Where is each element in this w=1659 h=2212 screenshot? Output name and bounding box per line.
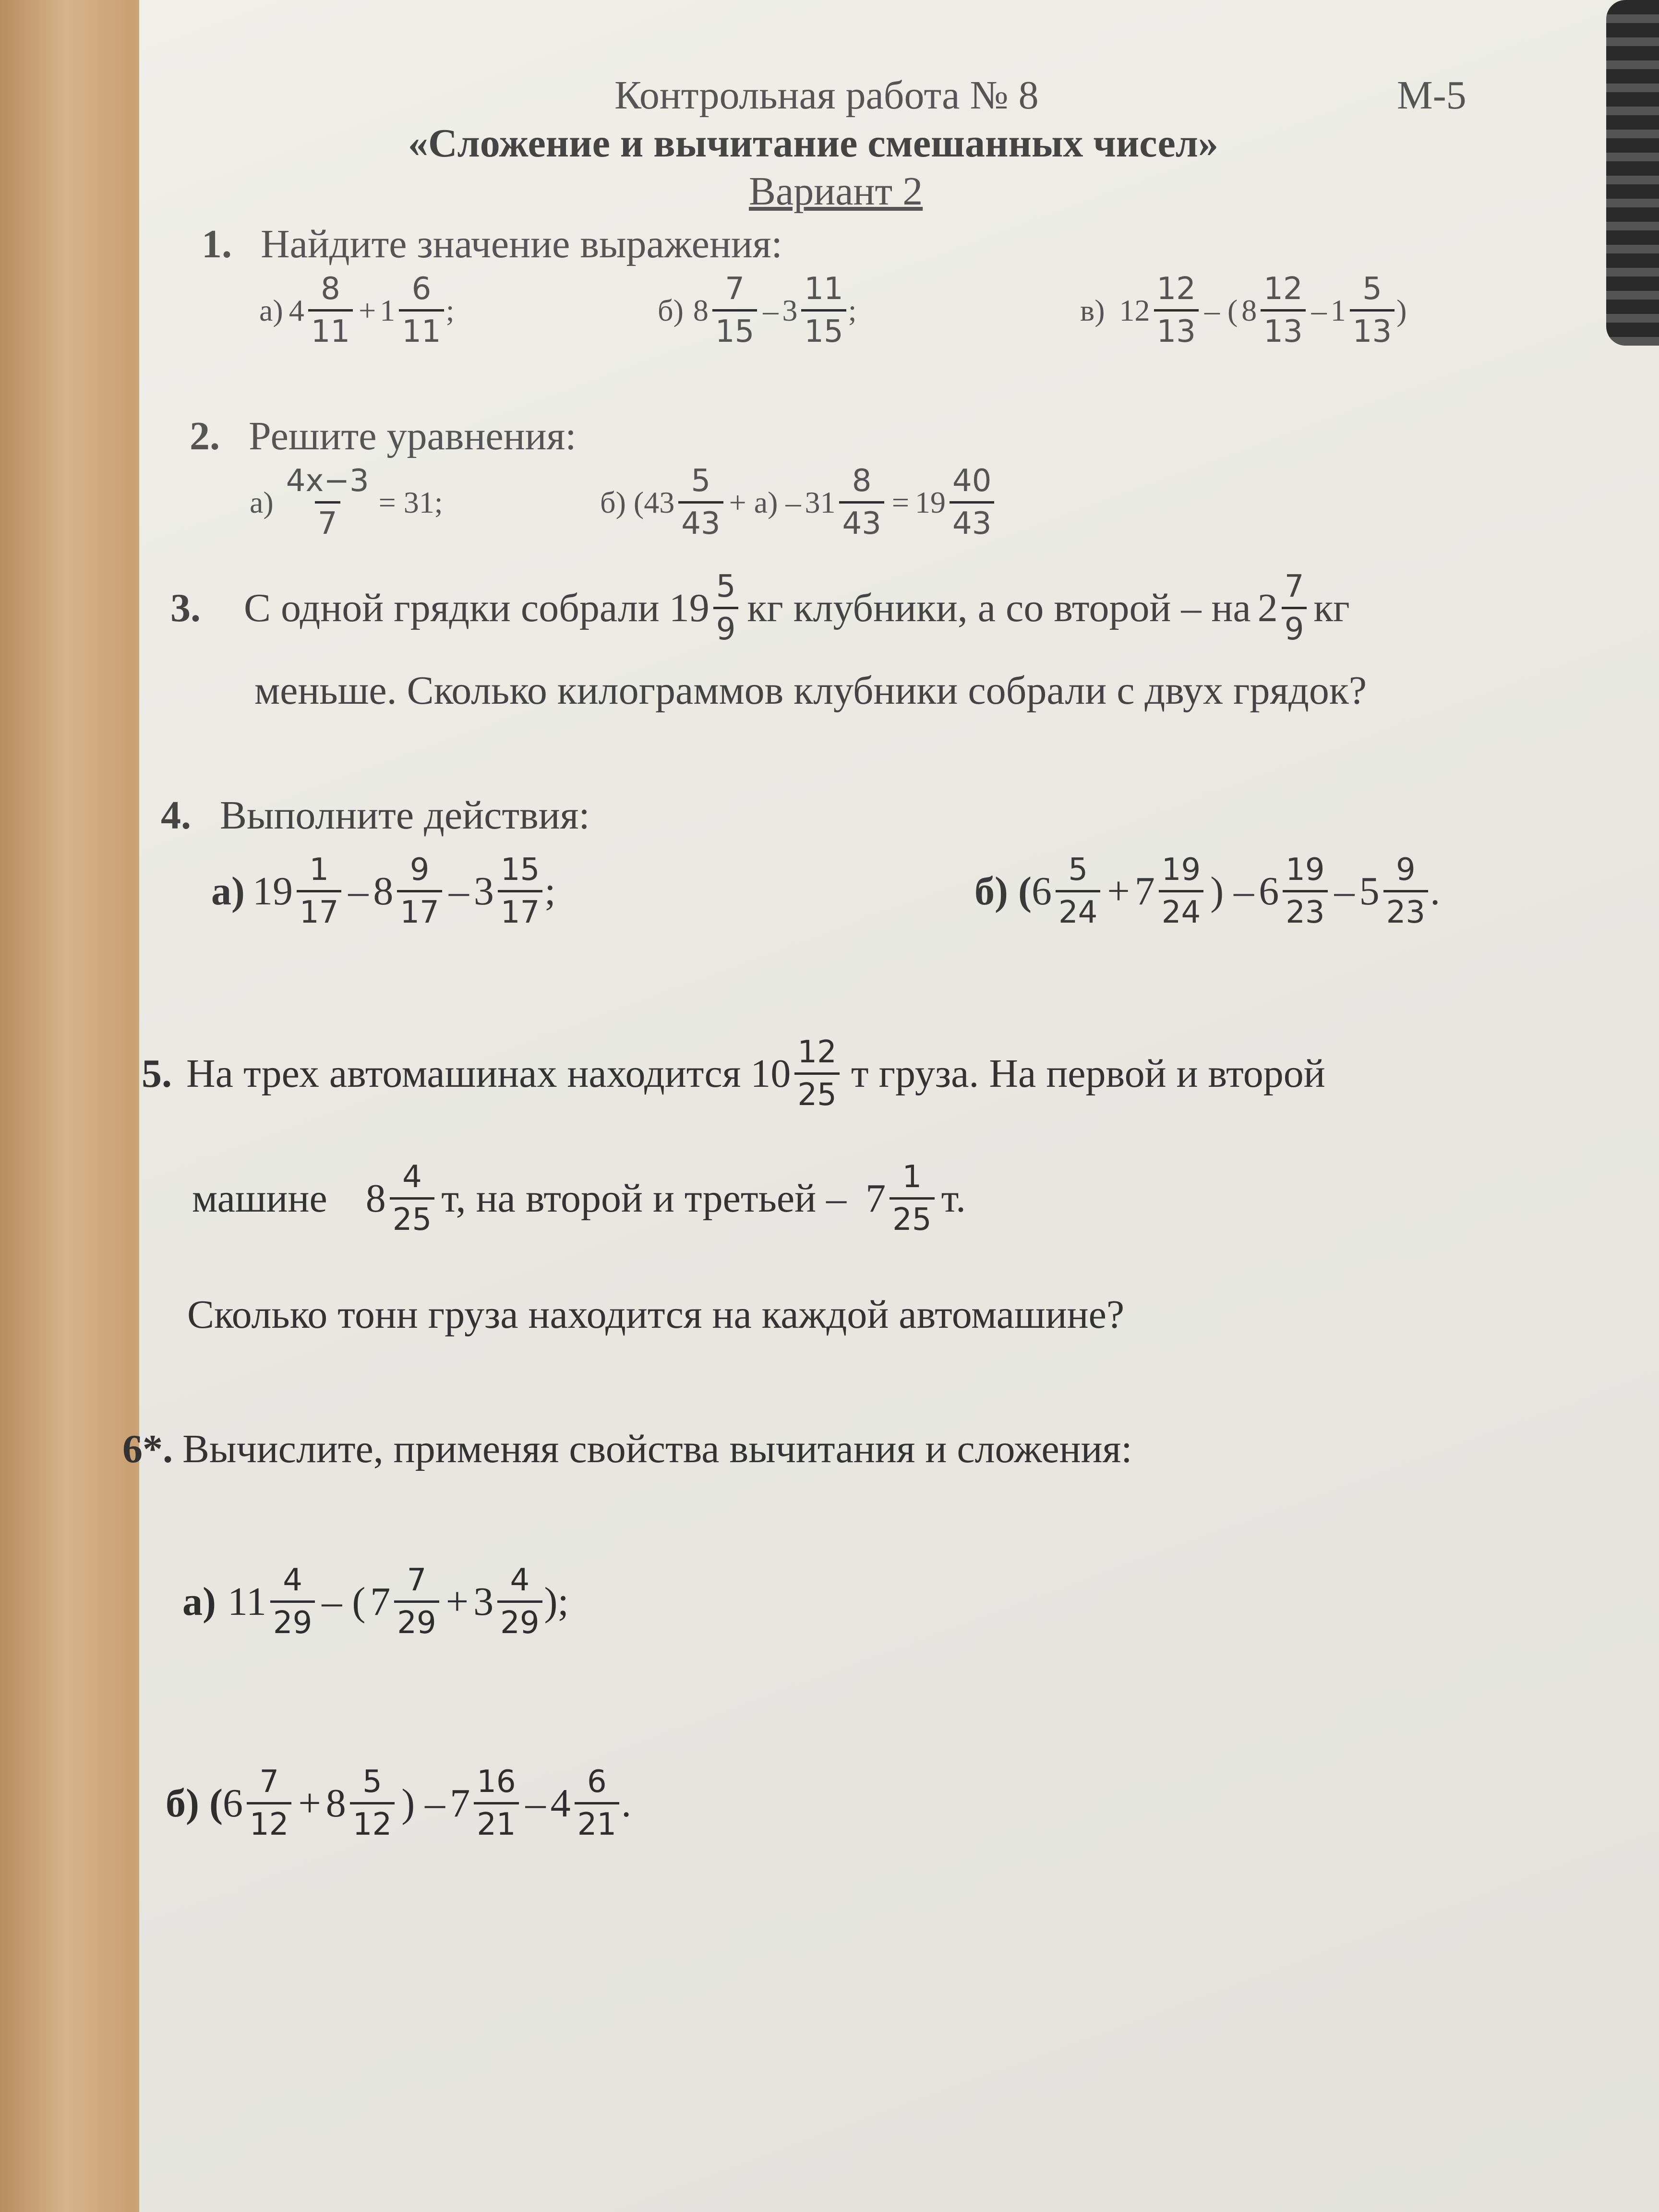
denominator: 25 bbox=[390, 1197, 434, 1235]
whole: 5 bbox=[1359, 869, 1380, 914]
numerator: 7 bbox=[725, 271, 745, 307]
task-text: Решите уравнения: bbox=[249, 414, 577, 458]
variant-label: Вариант 2 bbox=[749, 169, 923, 214]
denominator: 9 bbox=[1282, 607, 1307, 645]
fraction bbox=[713, 571, 739, 645]
fraction bbox=[474, 1764, 518, 1842]
punctuation: . bbox=[621, 1781, 632, 1826]
unit-label: т. bbox=[941, 1176, 966, 1221]
whole: 6 bbox=[1259, 869, 1279, 914]
fraction bbox=[1283, 854, 1327, 928]
fraction bbox=[950, 463, 994, 541]
denominator: 43 bbox=[678, 501, 723, 539]
task-3-line-1 bbox=[170, 571, 1350, 645]
task-text: Найдите значение выражения: bbox=[261, 222, 782, 266]
operator: – bbox=[1311, 293, 1327, 327]
numerator: 7 bbox=[1284, 569, 1304, 604]
task-number: 6*. bbox=[122, 1427, 173, 1471]
fraction bbox=[394, 1563, 439, 1641]
item-label: б) ( bbox=[166, 1781, 223, 1826]
denominator: 23 bbox=[1383, 890, 1428, 928]
numerator: 8 bbox=[852, 463, 872, 499]
whole: 6 bbox=[222, 1781, 243, 1826]
denominator: 15 bbox=[712, 309, 757, 347]
fraction bbox=[801, 271, 846, 349]
task-text: Вычислите, применяя свойства вычитания и сложения: bbox=[182, 1427, 1132, 1471]
numerator: 8 bbox=[321, 271, 340, 307]
denominator: 13 bbox=[1261, 309, 1305, 347]
task-5-line-2 bbox=[192, 1159, 966, 1238]
numerator: 40 bbox=[952, 463, 992, 499]
task-number: 1. bbox=[202, 222, 232, 266]
worksheet-subtitle: «Сложение и вычитание смешанных чисел» bbox=[408, 121, 1218, 166]
equation-rest: = 31; bbox=[378, 485, 443, 519]
whole: 12 bbox=[1119, 293, 1150, 327]
numerator: 5 bbox=[1068, 852, 1088, 888]
numerator: 15 bbox=[500, 852, 540, 888]
operator: + bbox=[1107, 869, 1130, 914]
task-text: С одной грядки собрали bbox=[244, 586, 660, 630]
item-label: б) bbox=[658, 293, 684, 327]
task-5-line-1 bbox=[142, 1034, 1325, 1113]
denominator: 43 bbox=[839, 501, 884, 539]
denominator: 29 bbox=[394, 1600, 439, 1638]
operator: + bbox=[359, 293, 376, 327]
numerator: 12 bbox=[797, 1034, 837, 1070]
punctuation: ; bbox=[445, 293, 455, 327]
denominator: 29 bbox=[497, 1600, 542, 1638]
numerator: 12 bbox=[1263, 271, 1303, 307]
denominator: 11 bbox=[399, 309, 444, 347]
numerator: 4 bbox=[283, 1563, 302, 1598]
fraction bbox=[1350, 271, 1395, 349]
whole: 8 bbox=[1241, 293, 1257, 327]
whole: 7 bbox=[370, 1579, 391, 1624]
task-4b bbox=[974, 854, 1440, 928]
numerator: 16 bbox=[477, 1764, 516, 1800]
operator: = bbox=[891, 485, 909, 519]
numerator: 12 bbox=[1156, 271, 1196, 307]
numerator: 5 bbox=[362, 1764, 382, 1800]
denominator: 29 bbox=[270, 1600, 315, 1638]
whole: 8 bbox=[365, 1176, 386, 1221]
whole: 8 bbox=[325, 1781, 346, 1826]
fraction bbox=[397, 854, 442, 928]
denominator: 13 bbox=[1154, 309, 1199, 347]
item-label: а) bbox=[250, 485, 274, 519]
fraction bbox=[283, 463, 372, 541]
punctuation: ; bbox=[544, 869, 556, 914]
denominator: 11 bbox=[308, 309, 353, 347]
denominator: 25 bbox=[794, 1072, 839, 1110]
fraction bbox=[1261, 271, 1305, 349]
whole: 11 bbox=[227, 1579, 266, 1624]
task-6b bbox=[166, 1764, 632, 1842]
task-text: т груза. На первой и второй bbox=[851, 1051, 1325, 1096]
fraction bbox=[575, 1764, 619, 1842]
fraction bbox=[794, 1034, 839, 1113]
task-1-heading bbox=[202, 221, 782, 267]
fraction bbox=[399, 271, 444, 349]
denominator: 21 bbox=[575, 1802, 619, 1840]
operator: – ( bbox=[1204, 293, 1238, 327]
fraction bbox=[1159, 854, 1203, 928]
denominator: 9 bbox=[713, 607, 739, 645]
whole: 1 bbox=[380, 293, 396, 327]
whole: 19 bbox=[252, 869, 293, 914]
fraction bbox=[497, 1563, 542, 1641]
punctuation: ) bbox=[1396, 293, 1407, 327]
numerator: 5 bbox=[716, 569, 736, 604]
task-5-line-3: Сколько тонн груза находится на каждой автомашине? bbox=[187, 1292, 1125, 1337]
denominator: 17 bbox=[297, 890, 341, 928]
fraction bbox=[350, 1764, 395, 1842]
fraction bbox=[678, 463, 723, 541]
denominator: 13 bbox=[1350, 309, 1395, 347]
whole: 3 bbox=[473, 1579, 494, 1624]
task-3-line-2: меньше. Сколько килограммов клубники собрали с двух грядок? bbox=[254, 668, 1367, 713]
operator: – bbox=[763, 293, 779, 327]
numerator: 9 bbox=[409, 852, 430, 888]
task-2a bbox=[250, 463, 443, 541]
whole: 8 bbox=[373, 869, 394, 914]
whole: 19 bbox=[669, 586, 709, 630]
numerator: 7 bbox=[407, 1563, 427, 1598]
task-1c bbox=[1080, 271, 1407, 349]
whole: 7 bbox=[1134, 869, 1155, 914]
notebook-spiral bbox=[1606, 0, 1659, 346]
task-4a bbox=[211, 854, 556, 928]
denominator: 43 bbox=[950, 501, 994, 539]
numerator: 4x−3 bbox=[286, 463, 369, 499]
denominator: 7 bbox=[315, 501, 340, 539]
operator: – bbox=[448, 869, 469, 914]
whole: 10 bbox=[750, 1051, 791, 1096]
numerator: 6 bbox=[587, 1764, 607, 1800]
task-1b bbox=[658, 271, 857, 349]
denominator: 17 bbox=[397, 890, 442, 928]
operator: – bbox=[1334, 869, 1355, 914]
item-label: б) ( bbox=[600, 485, 644, 519]
operator: + a) – bbox=[729, 485, 801, 519]
numerator: 19 bbox=[1286, 852, 1325, 888]
operator: ) – bbox=[1210, 869, 1254, 914]
unit-label: кг bbox=[1313, 586, 1350, 630]
numerator: 11 bbox=[804, 271, 843, 307]
worksheet-title: Контрольная работа № 8 bbox=[614, 73, 1039, 118]
operator: ) – bbox=[401, 1781, 445, 1826]
item-label: а) bbox=[182, 1579, 216, 1624]
fraction bbox=[839, 463, 884, 541]
operator: + bbox=[445, 1579, 469, 1624]
operator: – bbox=[525, 1781, 546, 1826]
fraction bbox=[890, 1159, 934, 1238]
whole: 3 bbox=[473, 869, 494, 914]
worksheet-code: М-5 bbox=[1397, 73, 1467, 118]
whole: 31 bbox=[805, 485, 836, 519]
item-label: а) bbox=[259, 293, 283, 327]
whole: 8 bbox=[693, 293, 709, 327]
task-2b bbox=[600, 463, 996, 541]
whole: 1 bbox=[1330, 293, 1346, 327]
task-text: На трех автомашинах находится bbox=[186, 1051, 741, 1096]
task-text: машине bbox=[192, 1176, 327, 1221]
operator: – bbox=[348, 869, 369, 914]
fraction bbox=[1056, 854, 1100, 928]
task-number: 4. bbox=[161, 793, 191, 838]
task-number: 2. bbox=[190, 414, 220, 458]
whole: 7 bbox=[450, 1781, 470, 1826]
fraction bbox=[247, 1764, 291, 1842]
whole: 4 bbox=[289, 293, 304, 327]
numerator: 4 bbox=[510, 1563, 530, 1598]
task-text: Выполните действия: bbox=[220, 793, 590, 838]
numerator: 4 bbox=[402, 1159, 422, 1195]
item-label: б) ( bbox=[974, 869, 1032, 914]
task-6a bbox=[182, 1563, 569, 1641]
item-label: а) bbox=[211, 869, 245, 914]
fraction bbox=[390, 1159, 434, 1238]
task-text: т, на второй и третьей – bbox=[441, 1176, 847, 1221]
denominator: 12 bbox=[350, 1802, 395, 1840]
fraction bbox=[270, 1563, 315, 1641]
worksheet bbox=[122, 0, 1659, 2212]
fraction bbox=[1383, 854, 1428, 928]
denominator: 24 bbox=[1056, 890, 1100, 928]
denominator: 12 bbox=[247, 1802, 291, 1840]
numerator: 6 bbox=[411, 271, 432, 307]
fraction bbox=[498, 854, 542, 928]
denominator: 15 bbox=[801, 309, 846, 347]
fraction bbox=[297, 854, 341, 928]
numerator: 19 bbox=[1161, 852, 1201, 888]
task-number: 3. bbox=[170, 586, 201, 630]
numerator: 7 bbox=[259, 1764, 279, 1800]
task-4-heading bbox=[161, 792, 590, 839]
denominator: 25 bbox=[890, 1197, 934, 1235]
whole: 3 bbox=[782, 293, 798, 327]
numerator: 1 bbox=[902, 1159, 922, 1195]
whole: 43 bbox=[644, 485, 675, 519]
fraction bbox=[712, 271, 757, 349]
task-number: 5. bbox=[142, 1051, 172, 1096]
operator: – ( bbox=[322, 1579, 366, 1624]
fraction bbox=[1282, 571, 1307, 645]
punctuation: ; bbox=[848, 293, 857, 327]
whole: 2 bbox=[1257, 586, 1278, 630]
punctuation: ); bbox=[544, 1579, 569, 1624]
whole: 4 bbox=[550, 1781, 571, 1826]
fraction bbox=[1154, 271, 1199, 349]
numerator: 9 bbox=[1395, 852, 1416, 888]
task-1a bbox=[259, 271, 455, 349]
whole: 6 bbox=[1031, 869, 1052, 914]
operator: + bbox=[298, 1781, 321, 1826]
denominator: 23 bbox=[1283, 890, 1327, 928]
numerator: 1 bbox=[309, 852, 329, 888]
denominator: 21 bbox=[474, 1802, 518, 1840]
task-text: кг клубники, а со второй – на bbox=[747, 586, 1251, 630]
item-label: в) bbox=[1080, 293, 1105, 327]
whole: 7 bbox=[866, 1176, 886, 1221]
numerator: 5 bbox=[1362, 271, 1382, 307]
task-6-heading bbox=[122, 1426, 1132, 1472]
punctuation: . bbox=[1430, 869, 1441, 914]
task-2-heading bbox=[190, 413, 577, 459]
denominator: 17 bbox=[498, 890, 542, 928]
numerator: 5 bbox=[691, 463, 711, 499]
denominator: 24 bbox=[1159, 890, 1203, 928]
fraction bbox=[308, 271, 353, 349]
whole: 19 bbox=[914, 485, 946, 519]
